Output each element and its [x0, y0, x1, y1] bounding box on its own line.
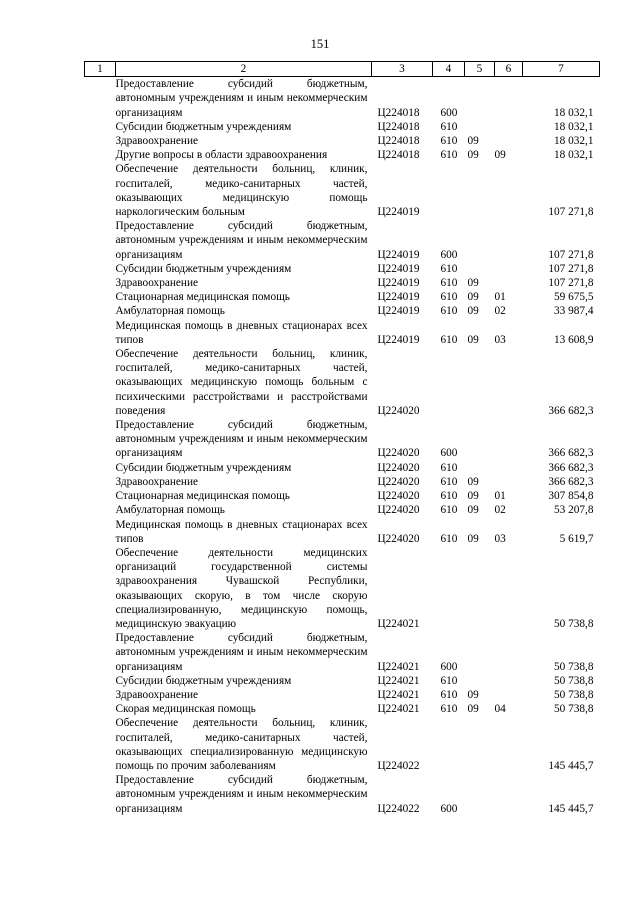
row-name-cell: Здравоохранение: [115, 135, 199, 148]
row-name-cell: Предоставление субсидий бюджетным, автономным учреждениям и иным некоммерческим организациям: [115, 419, 368, 460]
table-row: [85, 262, 600, 276]
row-code-cell: Ц224021: [377, 617, 420, 630]
row-subsection-cell: [495, 77, 523, 120]
row-section-cell: [465, 219, 495, 262]
row-section-cell: 09: [467, 291, 479, 304]
row-number-cell: [85, 773, 116, 816]
row-subsection-cell: [495, 674, 523, 688]
row-number-cell: [85, 461, 116, 475]
row-amount-cell: 366 682,3: [548, 447, 594, 460]
row-expense-type-cell: [433, 546, 465, 631]
row-expense-type-cell: 600: [440, 248, 458, 261]
row-name-cell: Обеспечение деятельности больниц, клиник, госпиталей, медико-санитарных частей, оказывающих специализированную медицинскую помощь по прочим заболеваниям: [115, 717, 368, 772]
table-row: [85, 304, 600, 318]
row-name-cell: Обеспечение деятельности больниц, клиник, госпиталей, медико-санитарных частей, оказывающих медицинскую помощь больным с психическими расстройствами и расстройствами поведения: [115, 348, 368, 417]
row-section-cell: 09: [467, 277, 479, 290]
row-number-cell: [85, 702, 116, 716]
row-name-cell: Медицинская помощь в дневных стационарах всех типов: [115, 319, 368, 346]
row-amount-cell: 50 738,8: [553, 617, 594, 630]
row-amount-cell: 53 207,8: [553, 504, 594, 517]
row-section-cell: [465, 162, 495, 219]
row-amount-cell: 366 682,3: [548, 475, 594, 488]
row-number-cell: [85, 319, 116, 347]
row-name-cell: Предоставление субсидий бюджетным, автономным учреждениям и иным некоммерческим организациям: [115, 78, 368, 119]
row-section-cell: [465, 546, 495, 631]
row-section-cell: [465, 716, 495, 773]
table-row: [85, 773, 600, 816]
row-section-cell: 09: [467, 703, 479, 716]
row-number-cell: [85, 518, 116, 546]
row-code-cell: Ц224018: [377, 120, 420, 133]
row-code-cell: Ц224019: [377, 277, 420, 290]
row-section-cell: [465, 77, 495, 120]
table-row: [85, 503, 600, 517]
row-name-cell: Предоставление субсидий бюджетным, автономным учреждениям и иным некоммерческим организациям: [115, 774, 368, 815]
row-number-cell: [85, 489, 116, 503]
row-amount-cell: 5 619,7: [559, 532, 594, 545]
row-code-cell: Ц224018: [377, 106, 420, 119]
row-section-cell: [465, 631, 495, 674]
row-code-cell: Ц224021: [377, 674, 420, 687]
row-section-cell: 09: [467, 688, 479, 701]
row-amount-cell: 307 854,8: [548, 490, 594, 503]
row-code-cell: Ц224019: [377, 305, 420, 318]
row-code-cell: Ц224020: [377, 475, 420, 488]
row-code-cell: Ц224020: [377, 532, 420, 545]
row-code-cell: Ц224018: [377, 135, 420, 148]
header-col-6: 6: [495, 62, 523, 77]
row-name-cell: Субсидии бюджетным учреждениям: [115, 262, 292, 275]
row-expense-type-cell: 610: [440, 120, 458, 133]
table-row: [85, 418, 600, 461]
row-number-cell: [85, 347, 116, 418]
row-number-cell: [85, 304, 116, 318]
row-subsection-cell: 03: [494, 333, 506, 346]
row-expense-type-cell: 610: [440, 688, 458, 701]
row-subsection-cell: [495, 475, 523, 489]
row-expense-type-cell: 610: [440, 305, 458, 318]
table-row: [85, 716, 600, 773]
row-number-cell: [85, 219, 116, 262]
table-row: [85, 290, 600, 304]
row-subsection-cell: [495, 347, 523, 418]
row-expense-type-cell: 600: [440, 802, 458, 815]
row-amount-cell: 145 445,7: [548, 759, 594, 772]
row-name-cell: Предоставление субсидий бюджетным, автономным учреждениям и иным некоммерческим организациям: [115, 220, 368, 261]
row-subsection-cell: [495, 461, 523, 475]
budget-table: [84, 61, 600, 816]
row-subsection-cell: [495, 219, 523, 262]
header-col-7: 7: [523, 62, 600, 77]
row-amount-cell: 50 738,8: [553, 660, 594, 673]
header-col-3: 3: [372, 62, 433, 77]
header-row: [85, 62, 600, 77]
page-number: 151: [310, 37, 330, 51]
row-code-cell: Ц224021: [377, 703, 420, 716]
row-name-cell: Амбулаторная помощь: [115, 504, 225, 517]
row-subsection-cell: 02: [494, 305, 506, 318]
row-code-cell: Ц224021: [377, 660, 420, 673]
row-number-cell: [85, 262, 116, 276]
row-subsection-cell: [495, 276, 523, 290]
row-name-cell: Обеспечение деятельности медицинских организаций государственной системы здравоохранения Чувашской Республики, оказывающих скорую, в том числе скорую специализированную, медицинскую помощь, медицинскую эвакуацию: [115, 546, 368, 630]
row-code-cell: Ц224020: [377, 490, 420, 503]
row-number-cell: [85, 290, 116, 304]
table-row: [85, 631, 600, 674]
row-number-cell: [85, 418, 116, 461]
row-number-cell: [85, 120, 116, 134]
row-expense-type-cell: 610: [440, 135, 458, 148]
row-number-cell: [85, 162, 116, 219]
row-expense-type-cell: 610: [440, 674, 458, 687]
row-amount-cell: 33 987,4: [553, 305, 594, 318]
row-expense-type-cell: 610: [440, 475, 458, 488]
row-code-cell: Ц224019: [377, 333, 420, 346]
row-section-cell: [465, 674, 495, 688]
row-expense-type-cell: 610: [440, 490, 458, 503]
row-code-cell: Ц224020: [377, 504, 420, 517]
row-section-cell: [465, 120, 495, 134]
row-amount-cell: 18 032,1: [553, 149, 594, 162]
row-amount-cell: 59 675,5: [553, 291, 594, 304]
row-number-cell: [85, 148, 116, 162]
row-section-cell: 09: [467, 490, 479, 503]
row-expense-type-cell: 610: [440, 703, 458, 716]
row-name-cell: Субсидии бюджетным учреждениям: [115, 674, 292, 687]
table-header: [85, 62, 600, 77]
row-expense-type-cell: 600: [440, 660, 458, 673]
header-col-5: 5: [465, 62, 495, 77]
row-section-cell: [465, 773, 495, 816]
row-name-cell: Обеспечение деятельности больниц, клиник, госпиталей, медико-санитарных частей, оказывающих медицинскую помощь наркологическим больным: [115, 163, 368, 219]
row-amount-cell: 50 738,8: [553, 674, 594, 687]
row-name-cell: Стационарная медицинская помощь: [115, 490, 290, 503]
row-amount-cell: 366 682,3: [548, 404, 594, 417]
row-section-cell: [465, 347, 495, 418]
table-row: [85, 702, 600, 716]
row-code-cell: Ц224020: [377, 461, 420, 474]
row-code-cell: Ц224019: [377, 206, 420, 219]
row-amount-cell: 18 032,1: [553, 106, 594, 119]
row-section-cell: 09: [467, 504, 479, 517]
table-row: [85, 461, 600, 475]
table-row: [85, 120, 600, 134]
row-number-cell: [85, 475, 116, 489]
table-row: [85, 77, 600, 120]
row-number-cell: [85, 631, 116, 674]
row-section-cell: [465, 262, 495, 276]
header-col-2: 2: [116, 62, 372, 77]
row-subsection-cell: [495, 688, 523, 702]
row-subsection-cell: [495, 162, 523, 219]
row-expense-type-cell: 610: [440, 149, 458, 162]
row-expense-type-cell: 610: [440, 504, 458, 517]
row-amount-cell: 145 445,7: [548, 802, 594, 815]
row-name-cell: Медицинская помощь в дневных стационарах всех типов: [115, 518, 368, 545]
row-code-cell: Ц224020: [377, 404, 420, 417]
row-subsection-cell: [495, 134, 523, 148]
row-expense-type-cell: 610: [440, 262, 458, 275]
row-code-cell: Ц224022: [377, 802, 420, 815]
row-subsection-cell: 03: [494, 532, 506, 545]
row-number-cell: [85, 688, 116, 702]
row-number-cell: [85, 276, 116, 290]
row-subsection-cell: [495, 773, 523, 816]
row-subsection-cell: 09: [494, 149, 506, 162]
header-col-4: 4: [433, 62, 465, 77]
row-amount-cell: 366 682,3: [548, 461, 594, 474]
row-name-cell: Скорая медицинская помощь: [115, 703, 256, 716]
row-amount-cell: 107 271,8: [548, 277, 594, 290]
row-subsection-cell: [495, 716, 523, 773]
table-row: [85, 134, 600, 148]
row-section-cell: [465, 418, 495, 461]
row-subsection-cell: [495, 631, 523, 674]
row-subsection-cell: 01: [494, 291, 506, 304]
row-amount-cell: 18 032,1: [553, 135, 594, 148]
row-expense-type-cell: 610: [440, 333, 458, 346]
row-amount-cell: 18 032,1: [553, 120, 594, 133]
row-subsection-cell: 02: [494, 504, 506, 517]
row-section-cell: 09: [467, 305, 479, 318]
row-expense-type-cell: 610: [440, 532, 458, 545]
row-section-cell: 09: [467, 149, 479, 162]
row-amount-cell: 107 271,8: [548, 206, 594, 219]
row-name-cell: Амбулаторная помощь: [115, 305, 225, 318]
row-number-cell: [85, 77, 116, 120]
table-row: [85, 162, 600, 219]
row-subsection-cell: 04: [494, 703, 506, 716]
row-section-cell: [465, 461, 495, 475]
table-row: [85, 148, 600, 162]
header-col-1: 1: [85, 62, 116, 77]
table-row: [85, 688, 600, 702]
table-row: [85, 489, 600, 503]
row-subsection-cell: [495, 418, 523, 461]
row-expense-type-cell: 600: [440, 447, 458, 460]
row-expense-type-cell: 610: [440, 461, 458, 474]
row-expense-type-cell: [433, 716, 465, 773]
table-row: [85, 518, 600, 546]
row-amount-cell: 107 271,8: [548, 262, 594, 275]
row-number-cell: [85, 716, 116, 773]
row-code-cell: Ц224022: [377, 759, 420, 772]
table-row: [85, 546, 600, 631]
row-expense-type-cell: 600: [440, 106, 458, 119]
table-row: [85, 276, 600, 290]
row-expense-type-cell: 610: [440, 277, 458, 290]
row-subsection-cell: [495, 120, 523, 134]
row-section-cell: 09: [467, 333, 479, 346]
table-row: [85, 475, 600, 489]
table-body: [85, 77, 600, 816]
row-code-cell: Ц224020: [377, 447, 420, 460]
row-amount-cell: 50 738,8: [553, 703, 594, 716]
row-code-cell: Ц224019: [377, 248, 420, 261]
row-number-cell: [85, 503, 116, 517]
row-amount-cell: 107 271,8: [548, 248, 594, 261]
row-subsection-cell: [495, 262, 523, 276]
row-code-cell: Ц224019: [377, 291, 420, 304]
row-expense-type-cell: [433, 162, 465, 219]
table-row: [85, 674, 600, 688]
row-amount-cell: 50 738,8: [553, 688, 594, 701]
row-subsection-cell: [495, 546, 523, 631]
row-section-cell: 09: [467, 475, 479, 488]
row-name-cell: Субсидии бюджетным учреждениям: [115, 120, 292, 133]
row-amount-cell: 13 608,9: [553, 333, 594, 346]
row-name-cell: Здравоохранение: [115, 277, 199, 290]
row-number-cell: [85, 546, 116, 631]
table-row: [85, 219, 600, 262]
row-number-cell: [85, 134, 116, 148]
row-code-cell: Ц224019: [377, 262, 420, 275]
row-section-cell: 09: [467, 532, 479, 545]
row-number-cell: [85, 674, 116, 688]
table-row: [85, 319, 600, 347]
row-name-cell: Предоставление субсидий бюджетным, автономным учреждениям и иным некоммерческим организациям: [115, 632, 368, 673]
row-name-cell: Субсидии бюджетным учреждениям: [115, 461, 292, 474]
row-subsection-cell: 01: [494, 490, 506, 503]
row-name-cell: Здравоохранение: [115, 688, 199, 701]
row-name-cell: Другие вопросы в области здравоохранения: [115, 149, 328, 162]
row-section-cell: 09: [467, 135, 479, 148]
row-name-cell: Стационарная медицинская помощь: [115, 291, 290, 304]
row-expense-type-cell: 610: [440, 291, 458, 304]
row-code-cell: Ц224018: [377, 149, 420, 162]
row-name-cell: Здравоохранение: [115, 475, 199, 488]
table-row: [85, 347, 600, 418]
row-expense-type-cell: [433, 347, 465, 418]
row-code-cell: Ц224021: [377, 688, 420, 701]
